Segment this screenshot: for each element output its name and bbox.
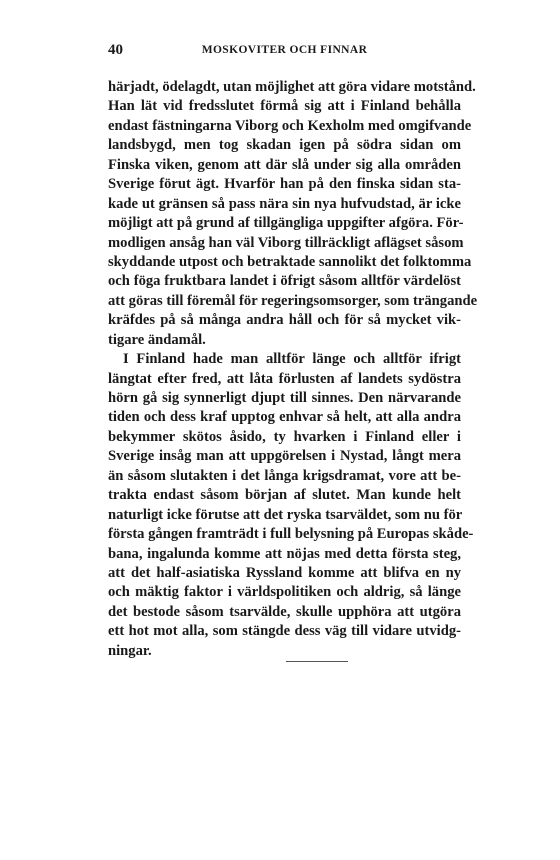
text-line: hörn gå sig synnerligt djupt till sinnes. Den närvarande bbox=[108, 390, 461, 406]
text-line: ett hot mot alla, som stängde dess väg till vidare utvidg- bbox=[108, 623, 461, 640]
text-line: det bestode såsom tsarvälde, skulle upphöra att utgöra bbox=[108, 603, 461, 620]
text-line: endast fästningarna Viborg och Kexholm med omgifvande bbox=[108, 117, 472, 134]
text-line: tiden och dess kraf upptog enhvar så helt, att alla andra bbox=[108, 409, 461, 426]
text-line: och mäktig faktor i världspolitiken och aldrig, så länge bbox=[108, 584, 461, 601]
page-number: 40 bbox=[108, 42, 123, 58]
running-title: MOSKOVITER OCH FINNAR bbox=[201, 44, 368, 56]
text-line: Han lät vid fredsslutet förmå sig att i Finland behålla bbox=[108, 98, 461, 115]
text-line: än såsom slutakten i det långa krigsdramat, vore att be- bbox=[108, 467, 461, 484]
text-line: kade ut gränsen så pass nära sin nya hufvudstad, är icke bbox=[108, 195, 461, 212]
paragraph bbox=[108, 350, 474, 661]
text-line: Finska viken, genom att där slå under sig alla områden bbox=[108, 156, 461, 173]
text-line: kräfdes på så många andra håll och för så mycket vik- bbox=[108, 312, 461, 329]
text-line: första gången framträdt i full belysning på Europas skåde- bbox=[108, 526, 474, 543]
end-rule bbox=[286, 661, 348, 662]
text-line: längtat efter fred, att låta förlusten af landets sydöstra bbox=[108, 370, 461, 387]
text-line: Sverige insåg man att uppgörelsen i Nystad, långt mera bbox=[108, 448, 461, 465]
text-line: trakta endast såsom början af slutet. Man kunde helt bbox=[108, 487, 461, 504]
text-line: att göras till föremål för regeringsomsorger, som trängande bbox=[108, 292, 478, 309]
page-header bbox=[108, 42, 461, 62]
paragraph bbox=[108, 78, 478, 350]
text-line: härjadt, ödelagdt, utan möjlighet att göra vidare motstånd. bbox=[108, 79, 476, 95]
text-line: I Finland hade man alltför länge och alltför ifrigt bbox=[123, 351, 461, 368]
text-line: modligen ansåg han väl Viborg tillräckligt aflägset såsom bbox=[108, 234, 464, 251]
text-line: att det half-asiatiska Ryssland komme att blifva en ny bbox=[108, 564, 461, 581]
text-line: och föga fruktbara landet i öfrigt såsom alltför värdelöst bbox=[108, 273, 461, 290]
text-line: naturligt icke förutse att det ryska tsarväldet, som nu för bbox=[108, 506, 463, 523]
text-line: bekymmer skötos åsido, ty hvarken i Finland eller i bbox=[108, 428, 461, 445]
text-line: ningar. bbox=[108, 642, 152, 659]
text-line: skyddande utpost och betraktade sannolikt det folktomma bbox=[108, 253, 472, 270]
text-line: tigare ändamål. bbox=[108, 331, 206, 348]
text-line: Sverige förut ägt. Hvarför han på den finska sidan sta- bbox=[108, 176, 461, 193]
text-line: landsbygd, men tog skadan igen på södra sidan om bbox=[108, 137, 461, 154]
text-line: möjligt att på grund af tillgängliga uppgifter afgöra. För- bbox=[108, 215, 464, 232]
text-line: bana, ingalunda komme att nöjas med detta första steg, bbox=[108, 545, 461, 562]
body-text bbox=[108, 78, 478, 661]
